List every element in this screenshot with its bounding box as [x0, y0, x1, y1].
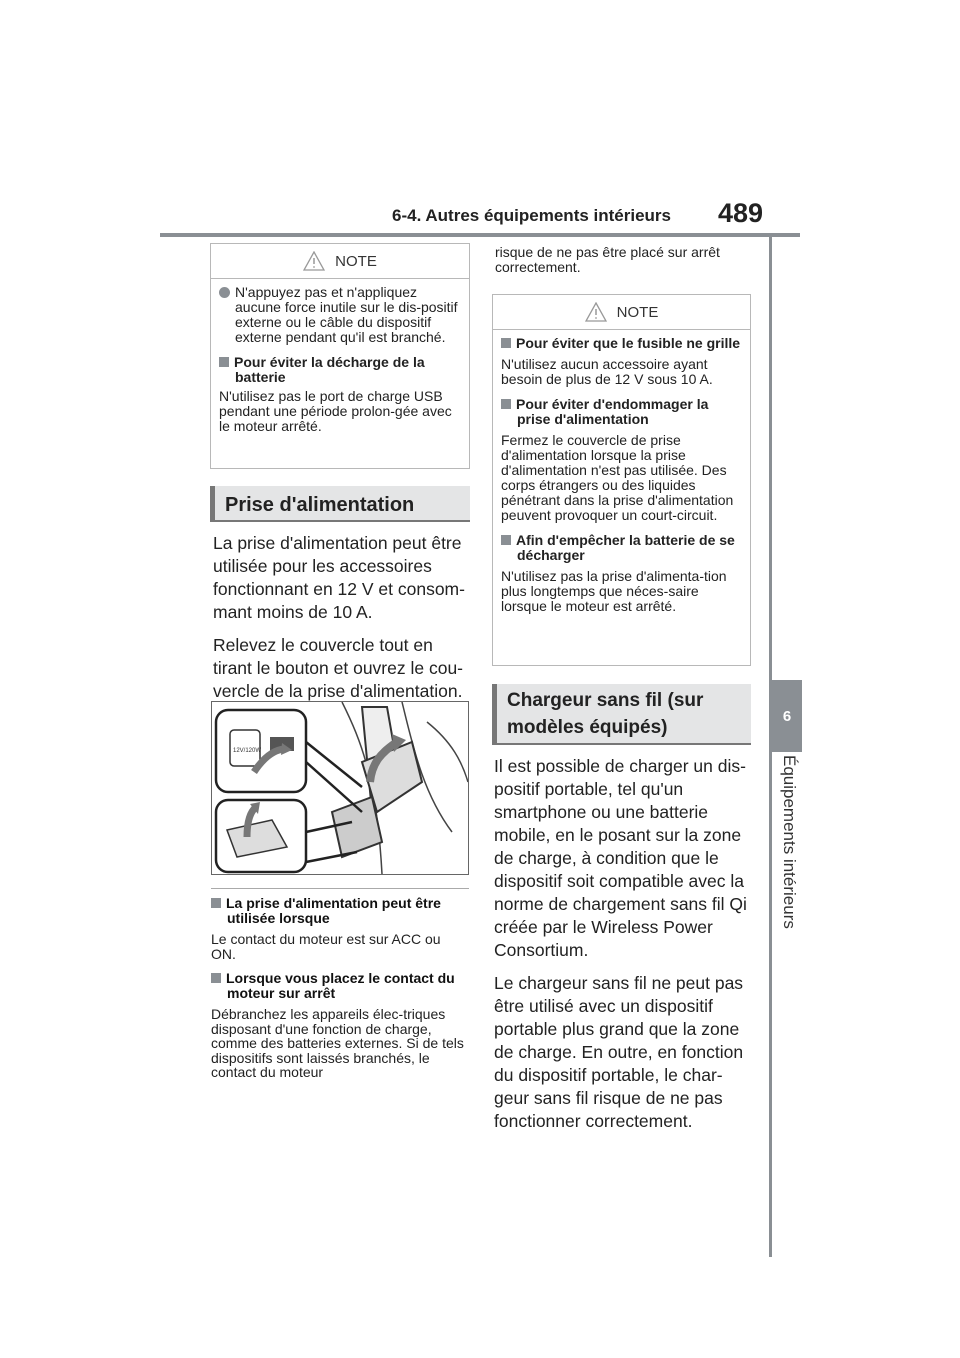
note-item-text: Fermez le couvercle de prise d'alimentation lorsque la prise d'alimentation n'est pas utilisée. Des corps étrangers ou des liquides pénétrant dans la prise d'alimentation peuvent provoquer un court-circuit.: [501, 432, 734, 523]
square-bullet-icon: [501, 338, 511, 348]
chapter-title: Équipements intérieurs: [780, 755, 799, 929]
square-bullet-icon: [219, 357, 229, 367]
note-box-usb: [210, 243, 470, 469]
warning-icon: [585, 302, 607, 322]
section1-para1: La prise d'alimentation peut être utilisée pour les accessoires fonctionnant en 12 V et consom-mant moins de 10 A.: [213, 533, 465, 622]
power-outlet-illustration: [211, 701, 469, 875]
note-header: [211, 244, 469, 279]
section1-para2: Relevez le couvercle tout en tirant le bouton et ouvrez le cou-vercle de la prise d'alimentation.: [213, 635, 464, 701]
section-heading-power-outlet: [210, 486, 470, 522]
warning-icon: [303, 251, 325, 271]
section2-para2: Le chargeur sans fil ne peut pas être utilisé avec un dispositif portable plus grand que la zone de charge. En outre, en fonction du dispositif portable, le char-geur sans fil risque de ne pas fonctionner correctement.: [494, 973, 744, 1131]
note-title: NOTE: [616, 303, 659, 321]
section-heading-text: Chargeur sans fil (sur modèles équipés): [507, 690, 704, 738]
note-item-title: Afin d'empêcher la batterie de se décharger: [516, 532, 735, 563]
info1-text: Le contact du moteur est sur ACC ou ON.: [211, 931, 441, 962]
square-bullet-icon: [501, 399, 511, 409]
note-subtext: N'utilisez pas le port de charge USB pendant une période prolon-gée avec le moteur arrêté.: [219, 388, 452, 434]
note-bullet-text: N'appuyez pas et n'appliquez aucune force inutile sur le dis-positif externe ou le câble du dispositif externe pendant qu'il est branché.: [235, 284, 458, 345]
console-drawing: [212, 702, 468, 874]
square-bullet-icon: [501, 535, 511, 545]
info2-text: Débranchez les appareils élec-triques disposant d'une fonction de charge, comme des batteries externes. Si de tels dispositifs sont laissés branchés, le contact du moteur: [211, 1006, 464, 1080]
chapter-number: 6: [772, 680, 802, 752]
page-number: 489: [718, 198, 764, 228]
section-title: 6-4. Autres équipements intérieurs: [392, 206, 672, 225]
info2-title: Lorsque vous placez le contact du moteur sur arrêt: [226, 970, 455, 1001]
note-item-text: N'utilisez pas la prise d'alimenta-tion plus longtemps que néces-saire lorsque le moteur est arrêté.: [501, 568, 727, 614]
square-bullet-icon: [211, 898, 221, 908]
section1-body: [213, 532, 471, 713]
chapter-title-container: [779, 745, 799, 929]
heading-underline: [210, 520, 470, 522]
section2-para1: Il est possible de charger un dis-positif portable, tel qu'un smartphone ou une batterie mobile, en le posant sur la zone de charge, à condition que le dispositif soit compatible avec la norme de chargement sans fil Qi créée par le Wireless Power Consortium.: [494, 756, 747, 960]
info1-title: La prise d'alimentation peut être utilisée lorsque: [226, 895, 441, 926]
note-header: [493, 295, 750, 330]
note-box-power-outlet: [492, 294, 751, 666]
section-heading-wireless-charger: [492, 684, 751, 744]
figure-separator: [211, 888, 469, 889]
outlet-rating-label: 12V/120W: [233, 748, 262, 754]
bullet-icon: [219, 287, 230, 298]
note-item-title: Pour éviter d'endommager la prise d'alimentation: [516, 396, 709, 427]
section2-body: [494, 755, 752, 1143]
square-bullet-icon: [211, 973, 221, 983]
note-title: NOTE: [335, 252, 377, 270]
heading-underline: [492, 743, 751, 745]
note-item-title: Pour éviter que le fusible ne grille: [516, 335, 741, 351]
header-divider: [160, 233, 800, 237]
note-item-text: N'utilisez aucun accessoire ayant besoin de plus de 12 V sous 10 A.: [501, 356, 713, 387]
info-block-left: [211, 896, 469, 1080]
note-subtitle: Pour éviter la décharge de la batterie: [234, 354, 425, 385]
continued-text: risque de ne pas être placé sur arrêt correctement.: [495, 244, 720, 275]
section-heading-text: Prise d'alimentation: [225, 494, 415, 516]
